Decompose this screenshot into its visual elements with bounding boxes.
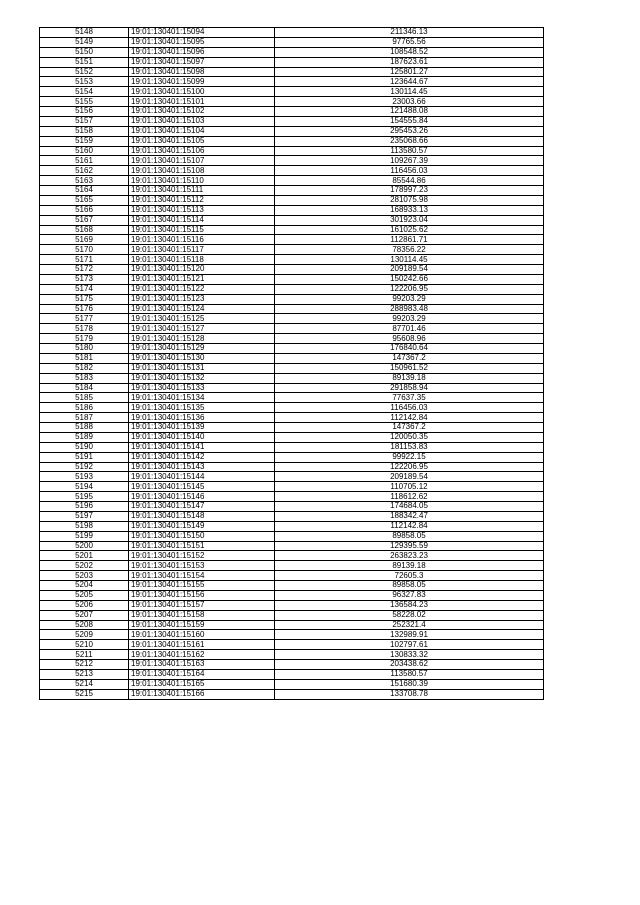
cadastral-number-cell: 19:01:130401:15140: [129, 432, 275, 442]
value-cell: 130114.45: [275, 87, 544, 97]
row-index-cell: 5181: [40, 353, 129, 363]
row-index-cell: 5172: [40, 265, 129, 275]
value-cell: 176840.64: [275, 344, 544, 354]
cadastral-number-cell: 19:01:130401:15136: [129, 413, 275, 423]
value-cell: 112861.71: [275, 235, 544, 245]
table-row: [40, 225, 544, 235]
value-cell: 99203.29: [275, 314, 544, 324]
value-cell: 132989.91: [275, 630, 544, 640]
cadastral-number-cell: 19:01:130401:15141: [129, 442, 275, 452]
data-table: [39, 27, 544, 700]
value-cell: 181153.83: [275, 442, 544, 452]
table-row: [40, 669, 544, 679]
row-index-cell: 5191: [40, 452, 129, 462]
cadastral-number-cell: 19:01:130401:15098: [129, 67, 275, 77]
row-index-cell: 5151: [40, 57, 129, 67]
cadastral-number-cell: 19:01:130401:15164: [129, 669, 275, 679]
table-row: [40, 650, 544, 660]
cadastral-number-cell: 19:01:130401:15115: [129, 225, 275, 235]
value-cell: 99203.29: [275, 294, 544, 304]
cadastral-number-cell: 19:01:130401:15142: [129, 452, 275, 462]
table-row: [40, 610, 544, 620]
row-index-cell: 5166: [40, 205, 129, 215]
table-row: [40, 551, 544, 561]
cadastral-number-cell: 19:01:130401:15101: [129, 97, 275, 107]
cadastral-number-cell: 19:01:130401:15149: [129, 521, 275, 531]
cadastral-number-cell: 19:01:130401:15145: [129, 482, 275, 492]
table-row: [40, 363, 544, 373]
cadastral-number-cell: 19:01:130401:15130: [129, 353, 275, 363]
row-index-cell: 5214: [40, 679, 129, 689]
cadastral-number-cell: 19:01:130401:15120: [129, 265, 275, 275]
row-index-cell: 5163: [40, 176, 129, 186]
cadastral-number-cell: 19:01:130401:15113: [129, 205, 275, 215]
row-index-cell: 5183: [40, 373, 129, 383]
table-row: [40, 215, 544, 225]
row-index-cell: 5167: [40, 215, 129, 225]
value-cell: 78356.22: [275, 245, 544, 255]
value-cell: 89858.05: [275, 531, 544, 541]
row-index-cell: 5210: [40, 640, 129, 650]
value-cell: 96327.83: [275, 590, 544, 600]
value-cell: 130833.32: [275, 650, 544, 660]
row-index-cell: 5171: [40, 255, 129, 265]
row-index-cell: 5165: [40, 195, 129, 205]
cadastral-number-cell: 19:01:130401:15154: [129, 571, 275, 581]
cadastral-number-cell: 19:01:130401:15111: [129, 186, 275, 196]
table-row: [40, 452, 544, 462]
row-index-cell: 5170: [40, 245, 129, 255]
value-cell: 281075.98: [275, 195, 544, 205]
value-cell: 72605.3: [275, 571, 544, 581]
value-cell: 187623.61: [275, 57, 544, 67]
value-cell: 125801.27: [275, 67, 544, 77]
table-row: [40, 492, 544, 502]
cadastral-number-cell: 19:01:130401:15153: [129, 561, 275, 571]
cadastral-number-cell: 19:01:130401:15144: [129, 472, 275, 482]
value-cell: 118612.62: [275, 492, 544, 502]
cadastral-number-cell: 19:01:130401:15103: [129, 116, 275, 126]
row-index-cell: 5194: [40, 482, 129, 492]
value-cell: 116456.03: [275, 403, 544, 413]
table-row: [40, 304, 544, 314]
value-cell: 122206.95: [275, 462, 544, 472]
table-row: [40, 195, 544, 205]
table-row: [40, 107, 544, 117]
cadastral-number-cell: 19:01:130401:15121: [129, 274, 275, 284]
cadastral-number-cell: 19:01:130401:15152: [129, 551, 275, 561]
cadastral-number-cell: 19:01:130401:15166: [129, 689, 275, 699]
row-index-cell: 5155: [40, 97, 129, 107]
cadastral-number-cell: 19:01:130401:15161: [129, 640, 275, 650]
row-index-cell: 5211: [40, 650, 129, 660]
row-index-cell: 5203: [40, 571, 129, 581]
row-index-cell: 5153: [40, 77, 129, 87]
value-cell: 129395.59: [275, 541, 544, 551]
cadastral-number-cell: 19:01:130401:15123: [129, 294, 275, 304]
value-cell: 133708.78: [275, 689, 544, 699]
table-row: [40, 77, 544, 87]
cadastral-number-cell: 19:01:130401:15147: [129, 502, 275, 512]
table-row: [40, 314, 544, 324]
row-index-cell: 5193: [40, 472, 129, 482]
cadastral-number-cell: 19:01:130401:15139: [129, 423, 275, 433]
value-cell: 203438.62: [275, 660, 544, 670]
cadastral-number-cell: 19:01:130401:15105: [129, 136, 275, 146]
value-cell: 123644.67: [275, 77, 544, 87]
table-row: [40, 126, 544, 136]
value-cell: 95608.96: [275, 334, 544, 344]
value-cell: 97765.56: [275, 37, 544, 47]
cadastral-number-cell: 19:01:130401:15096: [129, 47, 275, 57]
value-cell: 151680.39: [275, 679, 544, 689]
value-cell: 252321.4: [275, 620, 544, 630]
row-index-cell: 5159: [40, 136, 129, 146]
value-cell: 235068.66: [275, 136, 544, 146]
table-row: [40, 28, 544, 38]
row-index-cell: 5174: [40, 284, 129, 294]
row-index-cell: 5197: [40, 511, 129, 521]
table-row: [40, 590, 544, 600]
table-row: [40, 630, 544, 640]
table-row: [40, 413, 544, 423]
cadastral-number-cell: 19:01:130401:15128: [129, 334, 275, 344]
value-cell: 291858.94: [275, 383, 544, 393]
row-index-cell: 5156: [40, 107, 129, 117]
value-cell: 150242.66: [275, 274, 544, 284]
value-cell: 113580.57: [275, 146, 544, 156]
cadastral-number-cell: 19:01:130401:15158: [129, 610, 275, 620]
value-cell: 116456.03: [275, 166, 544, 176]
row-index-cell: 5206: [40, 600, 129, 610]
value-cell: 110705.12: [275, 482, 544, 492]
table-row: [40, 660, 544, 670]
table-row: [40, 531, 544, 541]
table-row: [40, 205, 544, 215]
value-cell: 87701.46: [275, 324, 544, 334]
value-cell: 23003.66: [275, 97, 544, 107]
table-row: [40, 57, 544, 67]
cadastral-number-cell: 19:01:130401:15097: [129, 57, 275, 67]
row-index-cell: 5177: [40, 314, 129, 324]
cadastral-number-cell: 19:01:130401:15156: [129, 590, 275, 600]
row-index-cell: 5186: [40, 403, 129, 413]
row-index-cell: 5200: [40, 541, 129, 551]
cadastral-number-cell: 19:01:130401:15112: [129, 195, 275, 205]
row-index-cell: 5160: [40, 146, 129, 156]
row-index-cell: 5190: [40, 442, 129, 452]
table-row: [40, 255, 544, 265]
row-index-cell: 5196: [40, 502, 129, 512]
table-body: [40, 28, 544, 700]
row-index-cell: 5179: [40, 334, 129, 344]
row-index-cell: 5152: [40, 67, 129, 77]
value-cell: 161025.62: [275, 225, 544, 235]
value-cell: 112142.84: [275, 413, 544, 423]
cadastral-number-cell: 19:01:130401:15122: [129, 284, 275, 294]
cadastral-number-cell: 19:01:130401:15151: [129, 541, 275, 551]
value-cell: 89139.18: [275, 373, 544, 383]
table-row: [40, 640, 544, 650]
cadastral-number-cell: 19:01:130401:15107: [129, 156, 275, 166]
cadastral-number-cell: 19:01:130401:15117: [129, 245, 275, 255]
table-row: [40, 442, 544, 452]
row-index-cell: 5168: [40, 225, 129, 235]
table-row: [40, 97, 544, 107]
row-index-cell: 5212: [40, 660, 129, 670]
cadastral-number-cell: 19:01:130401:15127: [129, 324, 275, 334]
row-index-cell: 5154: [40, 87, 129, 97]
row-index-cell: 5199: [40, 531, 129, 541]
value-cell: 150961.52: [275, 363, 544, 373]
value-cell: 108548.52: [275, 47, 544, 57]
value-cell: 168933.13: [275, 205, 544, 215]
table-row: [40, 67, 544, 77]
table-row: [40, 116, 544, 126]
table-row: [40, 235, 544, 245]
table-row: [40, 423, 544, 433]
table-row: [40, 541, 544, 551]
row-index-cell: 5187: [40, 413, 129, 423]
table-row: [40, 511, 544, 521]
cadastral-number-cell: 19:01:130401:15108: [129, 166, 275, 176]
value-cell: 136584.23: [275, 600, 544, 610]
value-cell: 89858.05: [275, 581, 544, 591]
cadastral-number-cell: 19:01:130401:15150: [129, 531, 275, 541]
table-row: [40, 403, 544, 413]
table-row: [40, 156, 544, 166]
row-index-cell: 5188: [40, 423, 129, 433]
table-row: [40, 136, 544, 146]
table-row: [40, 620, 544, 630]
table-row: [40, 274, 544, 284]
row-index-cell: 5204: [40, 581, 129, 591]
row-index-cell: 5161: [40, 156, 129, 166]
table-row: [40, 176, 544, 186]
value-cell: 211346.13: [275, 28, 544, 38]
cadastral-number-cell: 19:01:130401:15094: [129, 28, 275, 38]
value-cell: 178997.23: [275, 186, 544, 196]
cadastral-number-cell: 19:01:130401:15116: [129, 235, 275, 245]
cadastral-number-cell: 19:01:130401:15114: [129, 215, 275, 225]
value-cell: 295453.26: [275, 126, 544, 136]
cadastral-number-cell: 19:01:130401:15148: [129, 511, 275, 521]
table-row: [40, 393, 544, 403]
value-cell: 147367.2: [275, 353, 544, 363]
cadastral-number-cell: 19:01:130401:15110: [129, 176, 275, 186]
cadastral-number-cell: 19:01:130401:15102: [129, 107, 275, 117]
table-row: [40, 571, 544, 581]
cadastral-number-cell: 19:01:130401:15162: [129, 650, 275, 660]
row-index-cell: 5158: [40, 126, 129, 136]
cadastral-number-cell: 19:01:130401:15100: [129, 87, 275, 97]
cadastral-number-cell: 19:01:130401:15135: [129, 403, 275, 413]
value-cell: 154555.84: [275, 116, 544, 126]
table-row: [40, 146, 544, 156]
table-row: [40, 265, 544, 275]
row-index-cell: 5150: [40, 47, 129, 57]
table-row: [40, 679, 544, 689]
cadastral-number-cell: 19:01:130401:15163: [129, 660, 275, 670]
row-index-cell: 5157: [40, 116, 129, 126]
table-row: [40, 344, 544, 354]
table-row: [40, 353, 544, 363]
row-index-cell: 5207: [40, 610, 129, 620]
table-row: [40, 166, 544, 176]
table-row: [40, 600, 544, 610]
cadastral-number-cell: 19:01:130401:15159: [129, 620, 275, 630]
value-cell: 77637.35: [275, 393, 544, 403]
value-cell: 122206.95: [275, 284, 544, 294]
table-row: [40, 324, 544, 334]
value-cell: 263823.23: [275, 551, 544, 561]
row-index-cell: 5162: [40, 166, 129, 176]
row-index-cell: 5215: [40, 689, 129, 699]
value-cell: 120050.35: [275, 432, 544, 442]
table-row: [40, 561, 544, 571]
value-cell: 288983.48: [275, 304, 544, 314]
value-cell: 209189.54: [275, 472, 544, 482]
cadastral-number-cell: 19:01:130401:15134: [129, 393, 275, 403]
row-index-cell: 5180: [40, 344, 129, 354]
cadastral-number-cell: 19:01:130401:15157: [129, 600, 275, 610]
row-index-cell: 5175: [40, 294, 129, 304]
table-row: [40, 472, 544, 482]
table-row: [40, 186, 544, 196]
value-cell: 147367.2: [275, 423, 544, 433]
cadastral-number-cell: 19:01:130401:15133: [129, 383, 275, 393]
value-cell: 109267.39: [275, 156, 544, 166]
row-index-cell: 5164: [40, 186, 129, 196]
row-index-cell: 5189: [40, 432, 129, 442]
cadastral-number-cell: 19:01:130401:15132: [129, 373, 275, 383]
cadastral-number-cell: 19:01:130401:15124: [129, 304, 275, 314]
row-index-cell: 5195: [40, 492, 129, 502]
table-row: [40, 284, 544, 294]
cadastral-number-cell: 19:01:130401:15155: [129, 581, 275, 591]
value-cell: 99922.15: [275, 452, 544, 462]
row-index-cell: 5201: [40, 551, 129, 561]
row-index-cell: 5184: [40, 383, 129, 393]
table-row: [40, 383, 544, 393]
row-index-cell: 5202: [40, 561, 129, 571]
value-cell: 58228.02: [275, 610, 544, 620]
value-cell: 89139.18: [275, 561, 544, 571]
row-index-cell: 5148: [40, 28, 129, 38]
table-row: [40, 482, 544, 492]
row-index-cell: 5185: [40, 393, 129, 403]
value-cell: 112142.84: [275, 521, 544, 531]
value-cell: 301923.04: [275, 215, 544, 225]
table-row: [40, 502, 544, 512]
table-row: [40, 245, 544, 255]
cadastral-number-cell: 19:01:130401:15160: [129, 630, 275, 640]
table-row: [40, 294, 544, 304]
cadastral-number-cell: 19:01:130401:15131: [129, 363, 275, 373]
value-cell: 113580.57: [275, 669, 544, 679]
row-index-cell: 5178: [40, 324, 129, 334]
table-row: [40, 521, 544, 531]
row-index-cell: 5176: [40, 304, 129, 314]
cadastral-number-cell: 19:01:130401:15146: [129, 492, 275, 502]
table-row: [40, 689, 544, 699]
cadastral-number-cell: 19:01:130401:15106: [129, 146, 275, 156]
cadastral-number-cell: 19:01:130401:15104: [129, 126, 275, 136]
value-cell: 188342.47: [275, 511, 544, 521]
cadastral-number-cell: 19:01:130401:15165: [129, 679, 275, 689]
value-cell: 174684.05: [275, 502, 544, 512]
table-row: [40, 334, 544, 344]
value-cell: 121488.08: [275, 107, 544, 117]
row-index-cell: 5173: [40, 274, 129, 284]
table-row: [40, 87, 544, 97]
value-cell: 209189.54: [275, 265, 544, 275]
cadastral-number-cell: 19:01:130401:15129: [129, 344, 275, 354]
table-row: [40, 432, 544, 442]
row-index-cell: 5192: [40, 462, 129, 472]
value-cell: 130114.45: [275, 255, 544, 265]
cadastral-number-cell: 19:01:130401:15099: [129, 77, 275, 87]
table-row: [40, 373, 544, 383]
table-row: [40, 37, 544, 47]
cadastral-number-cell: 19:01:130401:15143: [129, 462, 275, 472]
row-index-cell: 5169: [40, 235, 129, 245]
table-row: [40, 462, 544, 472]
cadastral-number-cell: 19:01:130401:15095: [129, 37, 275, 47]
row-index-cell: 5182: [40, 363, 129, 373]
row-index-cell: 5208: [40, 620, 129, 630]
row-index-cell: 5213: [40, 669, 129, 679]
cadastral-number-cell: 19:01:130401:15118: [129, 255, 275, 265]
value-cell: 85544.86: [275, 176, 544, 186]
row-index-cell: 5149: [40, 37, 129, 47]
row-index-cell: 5198: [40, 521, 129, 531]
cadastral-number-cell: 19:01:130401:15125: [129, 314, 275, 324]
row-index-cell: 5209: [40, 630, 129, 640]
value-cell: 102797.61: [275, 640, 544, 650]
table-row: [40, 47, 544, 57]
row-index-cell: 5205: [40, 590, 129, 600]
table-row: [40, 581, 544, 591]
